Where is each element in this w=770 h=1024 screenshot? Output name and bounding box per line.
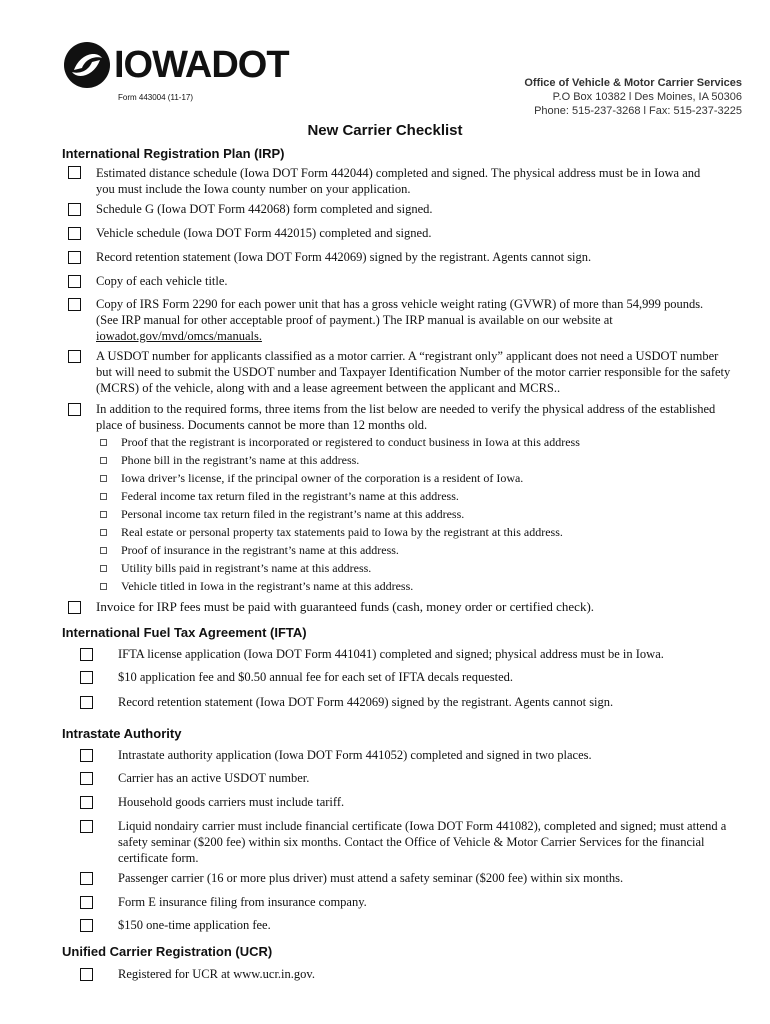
sub-checkbox[interactable]	[100, 457, 107, 464]
sub-item: Vehicle titled in Iowa in the registrant’s name at this address.	[100, 578, 413, 594]
irp-item-vehicle-schedule: Vehicle schedule (Iowa DOT Form 442015) completed and signed.	[96, 226, 432, 240]
office-phone: Phone: 515-237-3268 l Fax: 515-237-3225	[534, 105, 742, 117]
irp-item-record-retention: Record retention statement (Iowa DOT Form 442069) signed by the registrant. Agents cannot sign.	[96, 250, 592, 264]
ifta-item-fee: $10 application fee and $0.50 annual fee for each set of IFTA decals requested.	[118, 670, 514, 684]
irp-item-physical-address: In addition to the required forms, three items from the list below are needed to verify the physical address of the established place of business. Documents cannot be more than 12 months old.	[96, 402, 716, 432]
sub-checkbox[interactable]	[100, 439, 107, 446]
checkbox-irp-invoice[interactable]	[68, 601, 81, 614]
intrastate-item-tariff: Household goods carriers must include tariff.	[118, 795, 345, 809]
checkbox-irp-vehicle-schedule[interactable]	[68, 227, 81, 240]
checkbox-intrastate-passenger[interactable]	[80, 872, 93, 885]
checkbox-ifta-license[interactable]	[80, 648, 93, 661]
sub-checkbox[interactable]	[100, 493, 107, 500]
office-contact-block	[524, 76, 742, 118]
section-heading-ifta: International Fuel Tax Agreement (IFTA)	[62, 625, 307, 640]
logo-wordmark: IOWADOT	[114, 44, 289, 86]
checkbox-intrastate-tariff[interactable]	[80, 796, 93, 809]
checkbox-ucr-registered[interactable]	[80, 968, 93, 981]
intrastate-item-form-e: Form E insurance filing from insurance company.	[118, 895, 367, 909]
intrastate-item-usdot: Carrier has an active USDOT number.	[118, 771, 310, 785]
checkbox-intrastate-liquid-nondairy[interactable]	[80, 820, 93, 833]
office-title: Office of Vehicle & Motor Carrier Services	[524, 77, 742, 89]
irp-item-form-2290: Copy of IRS Form 2290 for each power unit that has a gross vehicle weight rating (GVWR) of more than 54,999 pounds. (See IRP manual for other acceptable proof of payment.) The IRP manual is available on our website at	[96, 297, 704, 327]
sub-checkbox[interactable]	[100, 565, 107, 572]
checkbox-irp-distance[interactable]	[68, 166, 81, 179]
sub-checkbox[interactable]	[100, 547, 107, 554]
sub-item: Utility bills paid in registrant’s name at this address.	[100, 560, 371, 576]
section-heading-irp: International Registration Plan (IRP)	[62, 146, 285, 161]
sub-item: Real estate or personal property tax statements paid to Iowa by the registrant at this address.	[100, 524, 563, 540]
sub-item: Federal income tax return filed in the registrant’s name at this address.	[100, 488, 459, 504]
form-number: Form 443004 (11-17)	[118, 93, 193, 102]
irp-item-usdot: A USDOT number for applicants classified as a motor carrier. A “registrant only” applicant does not need a USDOT number but will need to submit the USDOT number and Taxpayer Identification Number of the motor carrier responsible for the safety (MCRS) of the vehicle, along with and a lease agreement between the applicant and MCRS..	[96, 349, 731, 395]
section-heading-intrastate: Intrastate Authority	[62, 726, 182, 741]
irp-manual-link[interactable]: iowadot.gov/mvd/omcs/manuals.	[96, 329, 262, 343]
iowa-dot-logo	[62, 40, 289, 90]
page-title: New Carrier Checklist	[307, 122, 463, 139]
checkbox-irp-physical-address[interactable]	[68, 403, 81, 416]
checkbox-irp-form-2290[interactable]	[68, 298, 81, 311]
sub-checkbox[interactable]	[100, 529, 107, 536]
iowa-dot-emblem-icon	[62, 40, 112, 90]
checkbox-ifta-fee[interactable]	[80, 671, 93, 684]
sub-checkbox[interactable]	[100, 475, 107, 482]
sub-checkbox[interactable]	[100, 511, 107, 518]
office-address: P.O Box 10382 l Des Moines, IA 50306	[552, 91, 742, 103]
sub-checkbox[interactable]	[100, 583, 107, 590]
irp-item-schedule-g: Schedule G (Iowa DOT Form 442068) form completed and signed.	[96, 202, 433, 216]
sub-item: Phone bill in the registrant’s name at this address.	[100, 452, 359, 468]
ucr-item-registered: Registered for UCR at www.ucr.in.gov.	[118, 967, 315, 981]
ifta-item-record-retention: Record retention statement (Iowa DOT Form 442069) signed by the registrant. Agents cannot sign.	[118, 695, 614, 709]
sub-item: Iowa driver’s license, if the principal owner of the corporation is a resident of Iowa.	[100, 470, 523, 486]
intrastate-item-fee: $150 one-time application fee.	[118, 918, 271, 932]
irp-item-invoice: Invoice for IRP fees must be paid with guaranteed funds (cash, money order or certified check).	[96, 599, 595, 614]
irp-item-vehicle-title: Copy of each vehicle title.	[96, 274, 228, 288]
checkbox-irp-record-retention[interactable]	[68, 251, 81, 264]
section-heading-ucr: Unified Carrier Registration (UCR)	[62, 944, 273, 959]
checkbox-intrastate-fee[interactable]	[80, 919, 93, 932]
intrastate-item-passenger: Passenger carrier (16 or more plus driver) must attend a safety seminar ($200 fee) within six months.	[118, 871, 624, 885]
ifta-item-license: IFTA license application (Iowa DOT Form 441041) completed and signed; physical address must be in Iowa.	[118, 647, 664, 661]
checkbox-irp-usdot[interactable]	[68, 350, 81, 363]
checkbox-ifta-record-retention[interactable]	[80, 696, 93, 709]
irp-item-distance: Estimated distance schedule (Iowa DOT Form 442044) completed and signed. The physical address must be in Iowa and you must include the Iowa county number on your application.	[96, 166, 701, 196]
intrastate-item-application: Intrastate authority application (Iowa DOT Form 441052) completed and signed in two places.	[118, 748, 592, 762]
checkbox-irp-vehicle-title[interactable]	[68, 275, 81, 288]
checkbox-intrastate-usdot[interactable]	[80, 772, 93, 785]
checkbox-intrastate-form-e[interactable]	[80, 896, 93, 909]
checkbox-intrastate-application[interactable]	[80, 749, 93, 762]
intrastate-item-liquid-nondairy: Liquid nondairy carrier must include financial certificate (Iowa DOT Form 441082), completed and signed; must attend a safety seminar ($200 fee) within six months. Contact the Office of Vehicle & Motor Carrier Services for the financial certificate form.	[118, 819, 727, 865]
sub-item: Proof that the registrant is incorporated or registered to conduct business in Iowa at this address	[100, 434, 580, 450]
sub-item: Proof of insurance in the registrant’s name at this address.	[100, 542, 399, 558]
checkbox-irp-schedule-g[interactable]	[68, 203, 81, 216]
sub-item: Personal income tax return filed in the registrant’s name at this address.	[100, 506, 464, 522]
